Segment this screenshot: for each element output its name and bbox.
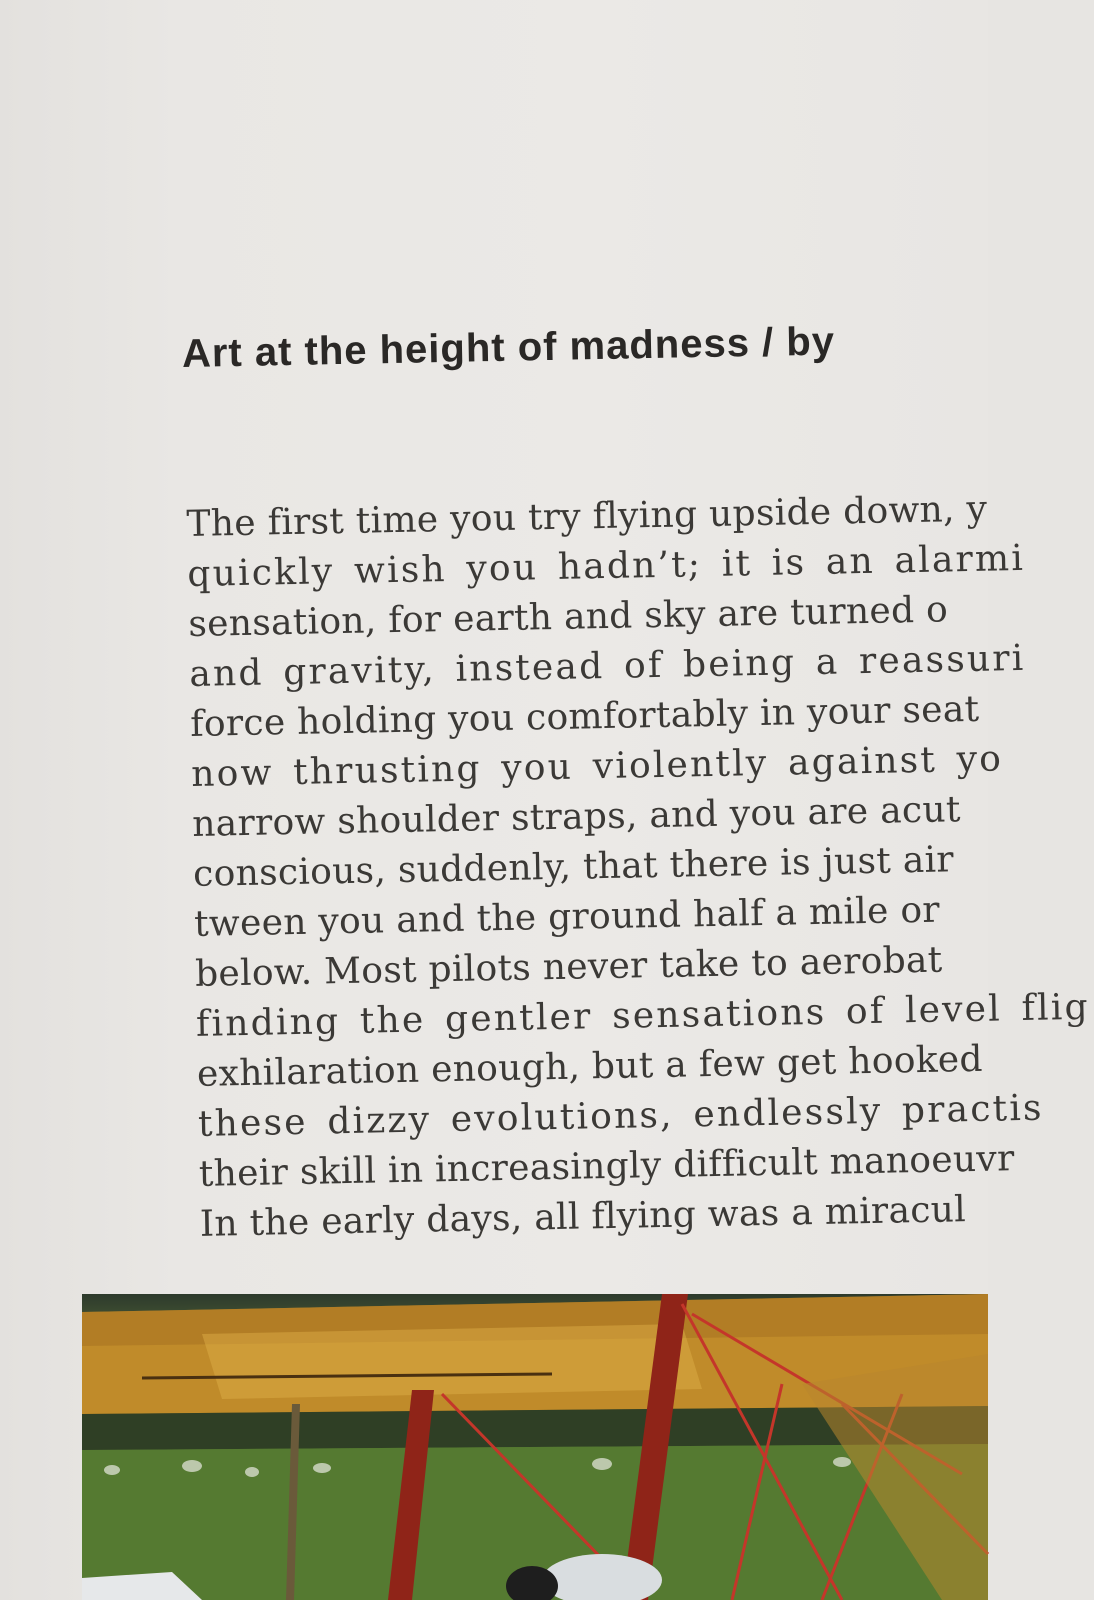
wing-highlight [202,1324,702,1399]
body-line: and gravity, instead of being a reassuri [188,637,1026,695]
body-line: below. Most pilots never take to aerobat [194,939,943,995]
body-line: In the early days, all flying was a miracul [199,1189,967,1245]
body-line: conscious, suddenly, that there is just air [192,839,955,895]
body-line: narrow shoulder straps, and you are acut [191,789,962,845]
body-line: now thrusting you violently against yo [190,738,1004,795]
body-line: force holding you comfortably in your seat [189,688,980,745]
body-line: their skill in increasingly difficult manoeuvr [198,1138,1015,1195]
article-body [186,483,1091,1249]
body-line: finding the gentler sensations of level flig [195,986,1091,1045]
biplane-photo [82,1294,988,1600]
body-line: The first time you try flying upside down, y [186,488,988,545]
biplane-illustration [82,1294,988,1600]
body-line: sensation, for earth and sky are turned o [187,589,949,645]
article-headline: Art at the height of madness / by [181,319,836,376]
body-line: quickly wish you hadn’t; it is an alarmi [187,537,1026,595]
body-line: these dizzy evolutions, endlessly practis [197,1087,1045,1145]
body-line: exhilaration enough, but a few get hooked [196,1038,984,1095]
body-line: tween you and the ground half a mile or [193,889,941,945]
